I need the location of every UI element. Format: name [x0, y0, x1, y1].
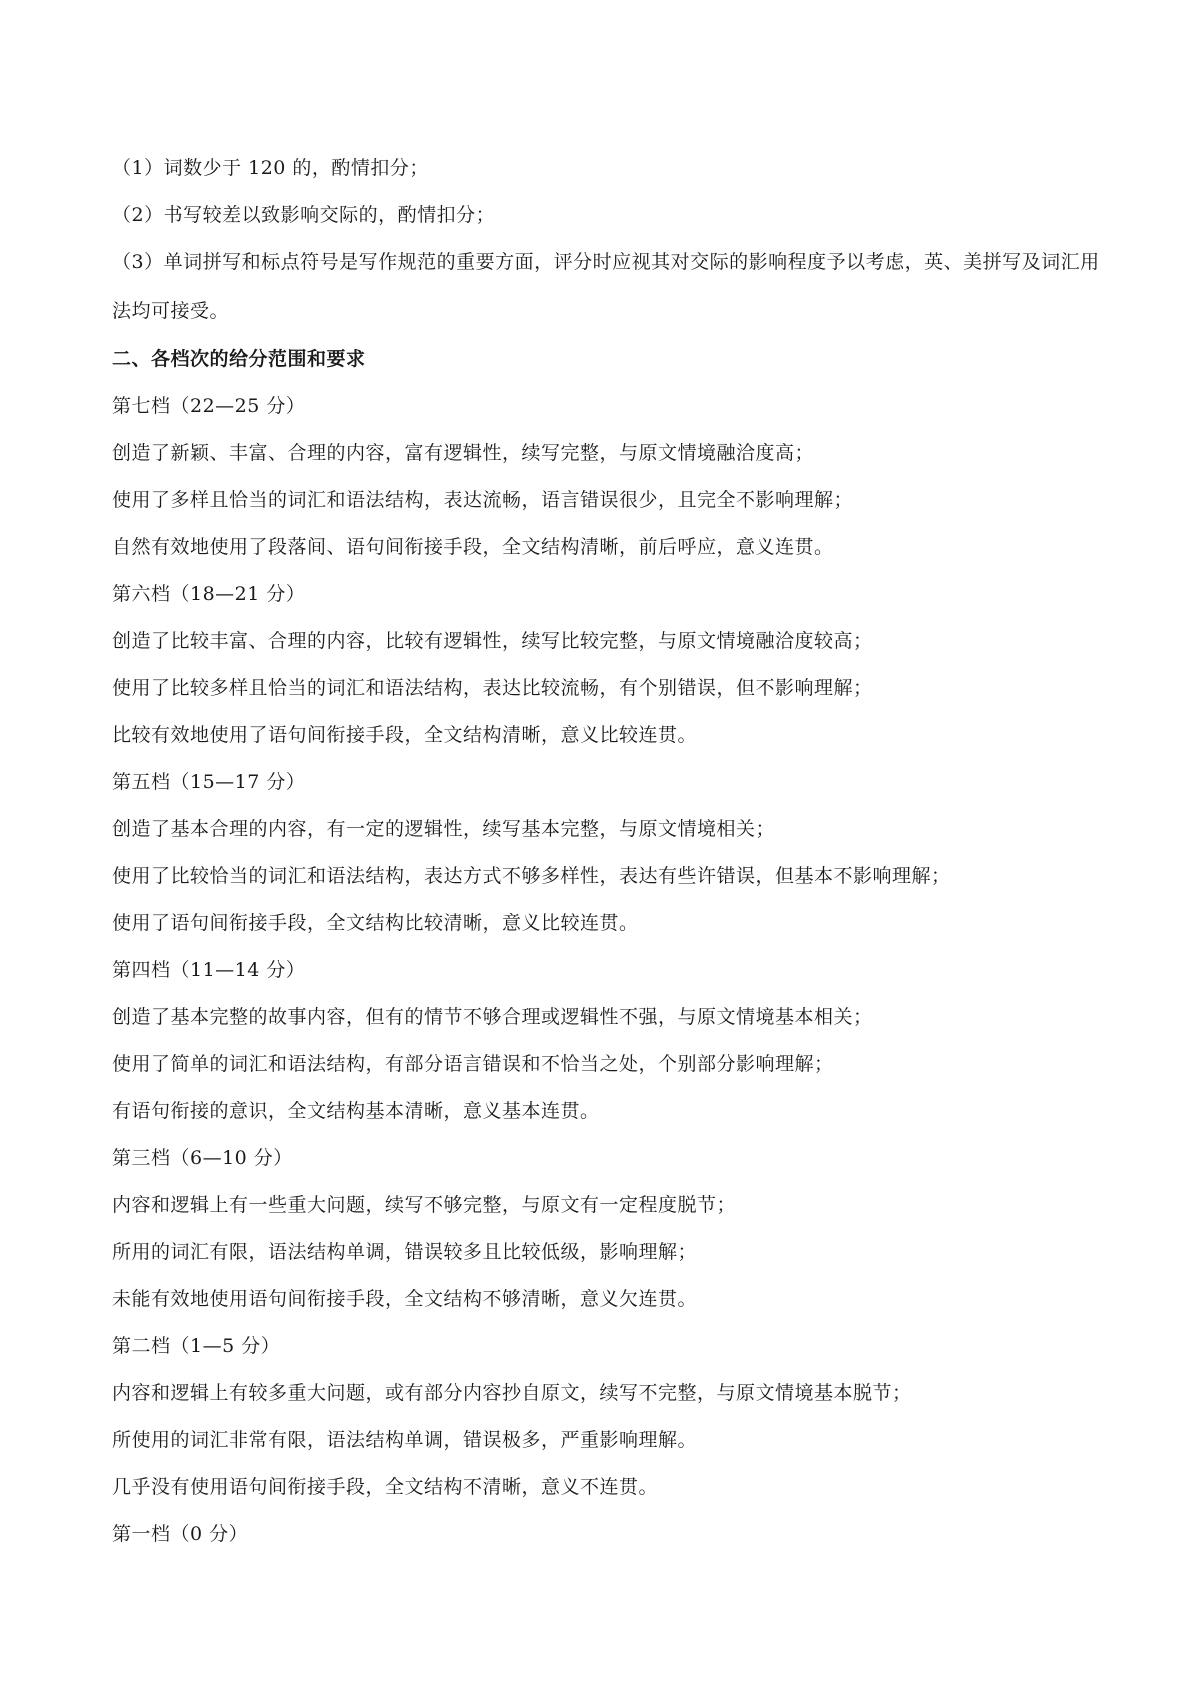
- level-3-line-2: 所用的词汇有限，语法结构单调，错误较多且比较低级，影响理解；: [112, 1241, 698, 1263]
- level-6-line-1: 创造了比较丰富、合理的内容，比较有逻辑性，续写比较完整，与原文情境融洽度较高；: [112, 630, 873, 652]
- level-5-line-1: 创造了基本合理的内容，有一定的逻辑性，续写基本完整，与原文情境相关；: [112, 818, 776, 840]
- note-1: （1）词数少于 120 的，酌情扣分；: [112, 157, 429, 179]
- document-body: [112, 155, 1102, 1568]
- level-1-title: 第一档（0 分）: [112, 1523, 249, 1545]
- level-5-line-2: 使用了比较恰当的词汇和语法结构，表达方式不够多样性，表达有些许错误，但基本不影响理解；: [112, 865, 951, 887]
- level-7-line-1: 创造了新颖、丰富、合理的内容，富有逻辑性，续写完整，与原文情境融洽度高；: [112, 442, 815, 464]
- level-3-line-1: 内容和逻辑上有一些重大问题，续写不够完整，与原文有一定程度脱节；: [112, 1194, 737, 1216]
- level-7-line-2: 使用了多样且恰当的词汇和语法结构，表达流畅，语言错误很少，且完全不影响理解；: [112, 489, 854, 511]
- section-title: 二、各档次的给分范围和要求: [112, 348, 366, 370]
- level-7-title: 第七档（22—25 分）: [112, 395, 306, 417]
- level-4-line-1: 创造了基本完整的故事内容，但有的情节不够合理或逻辑性不强，与原文情境基本相关；: [112, 1006, 873, 1028]
- level-3-title: 第三档（6—10 分）: [112, 1147, 293, 1169]
- level-2-line-3: 几乎没有使用语句间衔接手段，全文结构不清晰，意义不连贯。: [112, 1476, 659, 1498]
- level-2-line-1: 内容和逻辑上有较多重大问题，或有部分内容抄自原文，续写不完整，与原文情境基本脱节；: [112, 1382, 912, 1404]
- level-5-line-3: 使用了语句间衔接手段，全文结构比较清晰，意义比较连贯。: [112, 912, 639, 934]
- level-4-line-3: 有语句衔接的意识，全文结构基本清晰，意义基本连贯。: [112, 1100, 600, 1122]
- level-2-line-2: 所使用的词汇非常有限，语法结构单调，错误极多，严重影响理解。: [112, 1429, 698, 1451]
- level-6-line-2: 使用了比较多样且恰当的词汇和语法结构，表达比较流畅，有个别错误，但不影响理解；: [112, 677, 873, 699]
- note-2: （2）书写较差以致影响交际的，酌情扣分；: [112, 204, 496, 226]
- level-3-line-3: 未能有效地使用语句间衔接手段，全文结构不够清晰，意义欠连贯。: [112, 1288, 698, 1310]
- note-3: （3）单词拼写和标点符号是写作规范的重要方面，评分时应视其对交际的影响程度予以考虑，英、美拼写及词汇用法均可接受。: [112, 251, 1100, 322]
- level-4-title: 第四档（11—14 分）: [112, 959, 306, 981]
- level-7-line-3: 自然有效地使用了段落间、语句间衔接手段，全文结构清晰，前后呼应，意义连贯。: [112, 536, 834, 558]
- level-6-line-3: 比较有效地使用了语句间衔接手段，全文结构清晰，意义比较连贯。: [112, 724, 698, 746]
- level-4-line-2: 使用了简单的词汇和语法结构，有部分语言错误和不恰当之处，个别部分影响理解；: [112, 1053, 834, 1075]
- level-2-title: 第二档（1—5 分）: [112, 1335, 281, 1357]
- level-5-title: 第五档（15—17 分）: [112, 771, 306, 793]
- level-6-title: 第六档（18—21 分）: [112, 583, 306, 605]
